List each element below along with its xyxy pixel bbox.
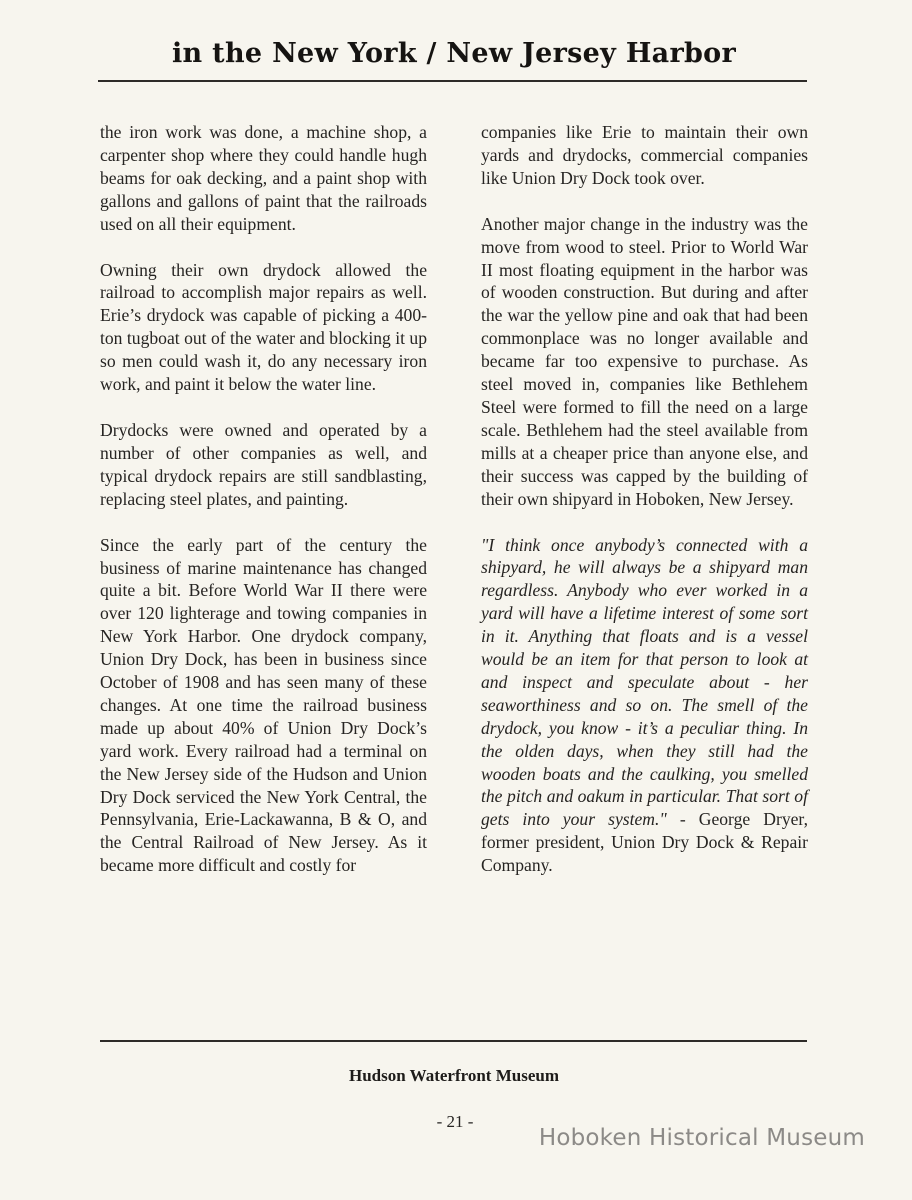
body-paragraph: Since the early part of the century the business of marine maintenance has changed quite a bit. Before World War II there were over 120 lighterage and towing companies in New York Harbor. One drydock company, Union Dry Dock, has been in business since October of 1908 and has seen many of these changes. At one time the railroad business made up about 40% of Union Dry Dock’s yard work. Every railroad had a terminal on the New Jersey side of the Hudson and Union Dry Dock serviced the New York Central, the Pennsylvania, Erie-Lackawanna, B & O, and the Central Railroad of New Jersey. As it became more difficult and costly for (100, 534, 427, 876)
pull-quote (481, 534, 808, 878)
left-text-column (100, 121, 427, 877)
watermark-text: Hoboken Historical Museum (538, 1125, 865, 1151)
right-text-column (481, 121, 808, 877)
quote-text: "I think once anybody’s connected with a shipyard, he will always be a shipyard man regardless. Anybody who ever worked in a yard will have a lifetime interest of some sort in it. Anything that floats and is a vessel would be an item for that person to look at and inspect and speculate about - her seaworthiness and so on. The smell of the drydock, you know - it’s a peculiar thing. In the olden days, when they still had the wooden boats and the caulking, you smelled the pitch and oakum in particular. That sort of gets into your system." (481, 534, 808, 830)
page-number: - 21 - (436, 1112, 474, 1131)
footer-divider (100, 1040, 807, 1042)
page-header-title: in the New York / New Jersey Harbor (172, 38, 736, 69)
body-paragraph: Owning their own drydock allowed the railroad to accomplish major repairs as well. Erie’s drydock was capable of picking a 400-ton tugboat out of the water and blocking it up so men could wash it, do any necessary iron work, and paint it below the water line. (100, 259, 427, 395)
body-paragraph: the iron work was done, a machine shop, a carpenter shop where they could handle hugh beams for oak decking, and a paint shop with gallons and gallons of paint that the railroads used on all their equipment. (100, 122, 427, 234)
quote-attribution: - George Dryer, former president, Union Dry Dock & Repair Company. (481, 809, 808, 876)
body-paragraph: companies like Erie to maintain their own yards and drydocks, commercial companies like Union Dry Dock took over. (481, 122, 808, 188)
body-paragraph: Drydocks were owned and operated by a number of other companies as well, and typical drydock repairs are still sandblasting, replacing steel plates, and painting. (100, 419, 427, 509)
body-paragraph: Another major change in the industry was the move from wood to steel. Prior to World War II most floating equipment in the harbor was of wooden construction. But during and after the war the yellow pine and oak that had been commonplace was no longer available and became far too expensive to purchase. As steel moved in, companies like Bethlehem Steel were formed to fill the need on a large scale. Bethlehem had the steel available from mills at a cheaper price than anyone else, and their success was capped by the building of their own shipyard in Hoboken, New Jersey. (481, 213, 808, 509)
header-divider (98, 80, 807, 82)
footer-organization: Hudson Waterfront Museum (348, 1066, 559, 1085)
